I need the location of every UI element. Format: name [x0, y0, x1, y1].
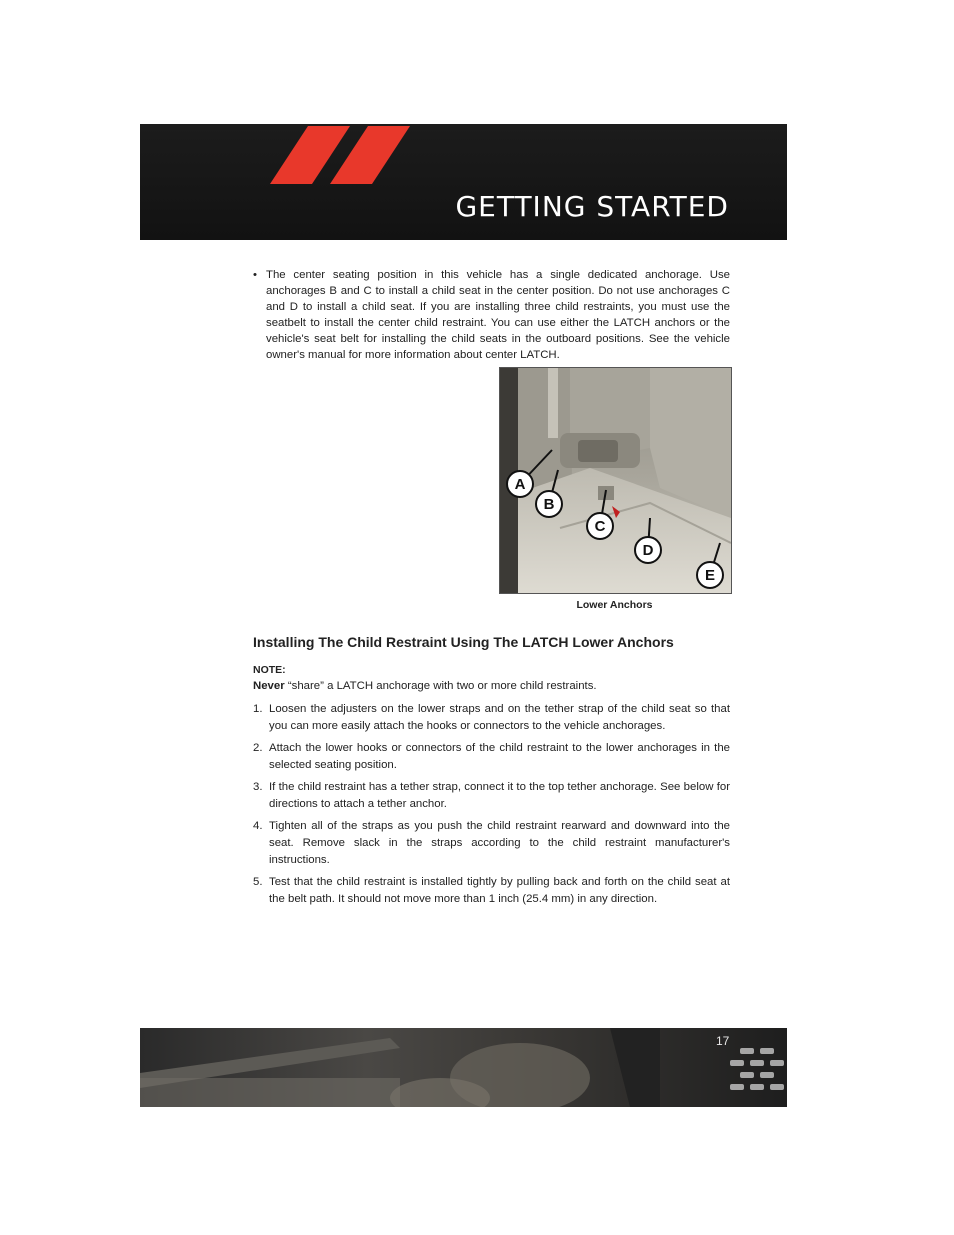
page-header — [140, 124, 787, 240]
lower-anchors-photo — [499, 367, 732, 594]
page-number: 17 — [716, 1034, 730, 1048]
step-text: If the child restraint has a tether strap, connect it to the top tether anchorage. See below for directions to attach a tether anchor. — [269, 781, 730, 810]
step-number: 5. — [253, 876, 263, 888]
step-text: Tighten all of the straps as you push the child restraint rearward and downward into the seat. Remove slack in the straps according to the child restraint manufacturer's instructions. — [269, 820, 730, 866]
figure-caption: Lower Anchors — [576, 599, 653, 611]
bullet-text: The center seating position in this vehicle has a single dedicated anchorage. Use anchorages B and C to install a child seat in the center position. Do not use anchorages C and D to install a child seat. If you are installing three child restraints, you must use the seatbelt to install the center child restraint. You can use either the LATCH anchors or the vehicle's seat belt for installing the child seats in the outboard positions. See the vehicle owner's manual for more information about center LATCH. — [266, 269, 730, 361]
callout-d: D — [642, 542, 654, 559]
callout-a: A — [514, 476, 526, 493]
section-title: GETTING STARTED — [455, 190, 729, 223]
footer-photo — [140, 1028, 787, 1107]
note-block — [253, 662, 730, 694]
callout-e: E — [704, 567, 716, 584]
list-item — [253, 740, 730, 774]
note-label: NOTE: — [253, 664, 286, 676]
bullet-symbol: • — [253, 269, 257, 281]
step-text: Test that the child restraint is installed tightly by pulling back and forth on the child seat at the belt path. It should not move more than 1 inch (25.4 mm) in any direction. — [269, 876, 730, 905]
note-text: “share” a LATCH anchorage with two or more child restraints. — [284, 680, 597, 692]
list-item — [253, 818, 730, 869]
callout-b: B — [543, 496, 555, 513]
step-text: Loosen the adjusters on the lower straps and on the tether strap of the child seat so that you can more easily attach the hooks or connectors to the vehicle anchorages. — [269, 703, 730, 732]
step-number: 2. — [253, 742, 263, 754]
bullet-item — [253, 267, 730, 363]
step-number: 3. — [253, 781, 263, 793]
steps-list — [253, 701, 730, 913]
intro-block — [253, 267, 730, 363]
callout-c: C — [594, 518, 606, 535]
step-number: 4. — [253, 820, 263, 832]
note-emphasis: Never — [253, 680, 285, 692]
page-footer — [140, 1028, 787, 1107]
list-item — [253, 779, 730, 813]
brand-stripes-logo — [260, 124, 420, 186]
list-item — [253, 874, 730, 908]
step-text: Attach the lower hooks or connectors of the child restraint to the lower anchorages in the selected seating position. — [269, 742, 730, 771]
seat-illustration — [500, 368, 731, 593]
list-item — [253, 701, 730, 735]
step-number: 1. — [253, 703, 263, 715]
note-body — [253, 678, 730, 694]
section-heading: Installing The Child Restraint Using The LATCH Lower Anchors — [253, 634, 674, 650]
